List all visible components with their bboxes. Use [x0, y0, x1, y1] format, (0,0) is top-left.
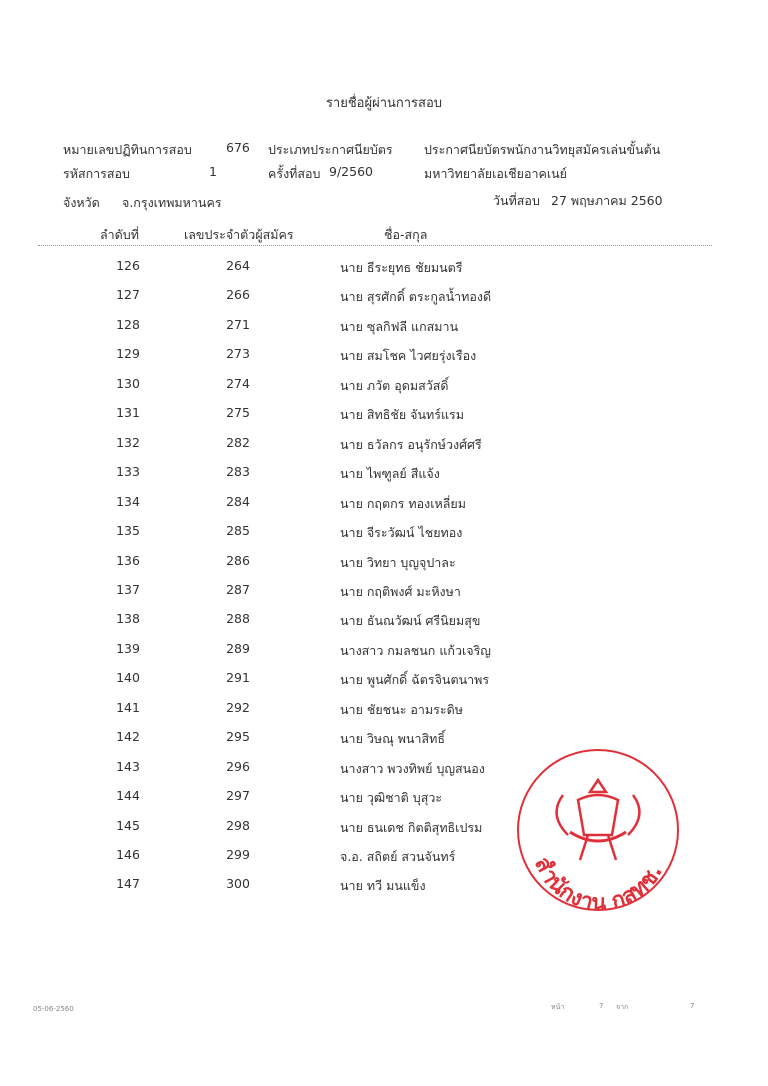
row-order: 140	[116, 670, 140, 686]
page-total: 7	[690, 1002, 695, 1010]
table-row	[0, 435, 768, 455]
row-name: นาย ซุลกิฟลี แกสมาน	[340, 318, 459, 334]
row-applicant-id: 274	[226, 375, 250, 391]
table-row	[0, 405, 768, 425]
table-row	[0, 553, 768, 573]
row-name: นาย กฤติพงศ์ มะหิงษา	[340, 583, 461, 599]
province-label: จังหวัด	[63, 195, 100, 210]
official-seal-stamp	[508, 740, 688, 920]
round-value: 9/2560	[329, 164, 373, 179]
row-name: นางสาว กมลชนก แก้วเจริญ	[340, 642, 491, 658]
row-name: นาย ธีระยุทธ ชัยมนตรี	[340, 260, 463, 275]
row-order: 144	[116, 788, 140, 804]
cert-type-label: ประเภทประกาศนียบัตร	[268, 142, 393, 157]
row-name: นางสาว พวงทิพย์ บุญสนอง	[340, 760, 485, 776]
table-row	[0, 287, 768, 307]
round-label: ครั้งที่สอบ	[268, 166, 321, 181]
row-order: 127	[116, 287, 140, 303]
row-name: นาย จีระวัฒน์ ไชยทอง	[340, 525, 463, 541]
row-order: 145	[116, 817, 140, 833]
table-row	[0, 611, 768, 631]
table-row	[0, 346, 768, 366]
row-applicant-id: 296	[226, 758, 250, 774]
exam-session-value: 676	[226, 140, 250, 155]
row-applicant-id: 275	[226, 405, 250, 421]
table-row	[0, 376, 768, 396]
cert-name-line2: มหาวิทยาลัยเอเชียอาคเนย์	[424, 166, 567, 181]
table-row	[0, 464, 768, 484]
svg-text:สำนักงาน กสทช.: สำนักงาน กสทช.	[529, 853, 668, 916]
row-name: นาย วิษณุ พนาสิทธิ์	[340, 731, 445, 747]
row-name: นาย ไพฑูลย์ สีแจ้ง	[340, 466, 440, 482]
row-order: 135	[116, 523, 140, 539]
province-value: จ.กรุงเทพมหานคร	[122, 195, 222, 210]
row-name: นาย ธันณวัฒน์ ศรีนิยมสุข	[340, 613, 481, 629]
row-name: นาย ธนเดช กิตติสุทธิเปรม	[340, 819, 483, 835]
row-name: นาย สิทธิชัย จันทร์แรม	[340, 407, 464, 423]
row-name: นาย วุฒิชาติ บุสุวะ	[340, 790, 443, 806]
row-applicant-id: 295	[226, 729, 250, 745]
page-current: 7	[599, 1002, 604, 1010]
table-row	[0, 317, 768, 337]
row-applicant-id: 285	[226, 523, 250, 539]
row-applicant-id: 287	[226, 581, 250, 597]
table-row	[0, 670, 768, 690]
row-order: 130	[116, 375, 140, 391]
row-applicant-id: 273	[226, 346, 250, 362]
header-divider	[38, 245, 712, 246]
row-applicant-id: 271	[226, 316, 250, 332]
row-order: 134	[116, 493, 140, 509]
exam-code-value: 1	[209, 164, 217, 179]
table-row	[0, 700, 768, 720]
row-order: 131	[116, 405, 140, 421]
row-applicant-id: 297	[226, 788, 250, 804]
row-name: นาย พูนศักดิ์ ฉัตรจินตนาพร	[340, 672, 490, 688]
row-order: 133	[116, 464, 140, 480]
row-name: นาย ธวัลกร อนุรักษ์วงศ์ศรี	[340, 436, 482, 452]
cert-name-line1: ประกาศนียบัตรพนักงานวิทยุสมัครเล่นขั้นต้น	[424, 142, 661, 157]
page-label: หน้า	[551, 1003, 565, 1011]
of-label: จาก	[616, 1003, 629, 1011]
row-name: จ.อ. สถิตย์ สวนจันทร์	[340, 849, 456, 864]
row-order: 132	[116, 434, 140, 450]
row-order: 128	[116, 316, 140, 332]
row-order: 137	[116, 581, 140, 597]
row-applicant-id: 266	[226, 287, 250, 303]
row-applicant-id: 299	[226, 847, 250, 862]
exam-session-label: หมายเลขปฏิทินการสอบ	[63, 142, 192, 157]
row-order: 141	[116, 699, 140, 715]
row-applicant-id: 286	[226, 552, 250, 568]
row-order: 126	[116, 258, 140, 273]
row-order: 142	[116, 729, 140, 745]
exam-date-value: 27 พฤษภาคม 2560	[551, 193, 663, 208]
exam-code-label: รหัสการสอบ	[63, 166, 130, 181]
row-applicant-id: 300	[226, 876, 250, 892]
row-name: นาย กฤตกร ทองเหลี่ยม	[340, 495, 466, 511]
header-applicant-id: เลขประจำตัวผู้สมัคร	[184, 227, 294, 242]
row-order: 143	[116, 758, 140, 774]
row-order: 147	[116, 876, 140, 892]
row-applicant-id: 264	[226, 258, 250, 273]
row-name: นาย ทวี มนแข็ง	[340, 878, 426, 894]
header-name: ชื่อ-สกุล	[384, 227, 428, 242]
table-row	[0, 494, 768, 514]
row-applicant-id: 284	[226, 493, 250, 509]
row-name: นาย สมโชค ไวศยรุ่งเรือง	[340, 348, 477, 364]
row-order: 129	[116, 346, 140, 362]
table-row	[0, 582, 768, 602]
header-order: ลำดับที่	[100, 227, 139, 242]
row-applicant-id: 282	[226, 434, 250, 450]
row-applicant-id: 292	[226, 699, 250, 715]
print-date: 05-06-2560	[33, 1005, 74, 1013]
row-applicant-id: 283	[226, 464, 250, 480]
row-order: 138	[116, 611, 140, 627]
row-order: 139	[116, 640, 140, 656]
row-applicant-id: 289	[226, 640, 250, 656]
row-applicant-id: 298	[226, 817, 250, 833]
row-name: นาย สุรศักดิ์ ตระกูลน้ำทองดี	[340, 289, 492, 305]
row-order: 146	[116, 847, 140, 862]
row-applicant-id: 288	[226, 611, 250, 627]
row-name: นาย วิทยา บุญจุปาละ	[340, 554, 456, 570]
row-name: นาย ชัยชนะ อามระดิษ	[340, 701, 463, 717]
table-row	[0, 641, 768, 661]
exam-date-label: วันที่สอบ	[493, 193, 540, 208]
row-applicant-id: 291	[226, 670, 250, 686]
table-row	[0, 523, 768, 543]
document-title: รายชื่อผู้ผ่านการสอบ	[325, 96, 443, 111]
row-order: 136	[116, 552, 140, 568]
row-name: นาย ภวัต อุดมสวัสดิ์	[340, 377, 449, 393]
table-row	[0, 258, 768, 278]
